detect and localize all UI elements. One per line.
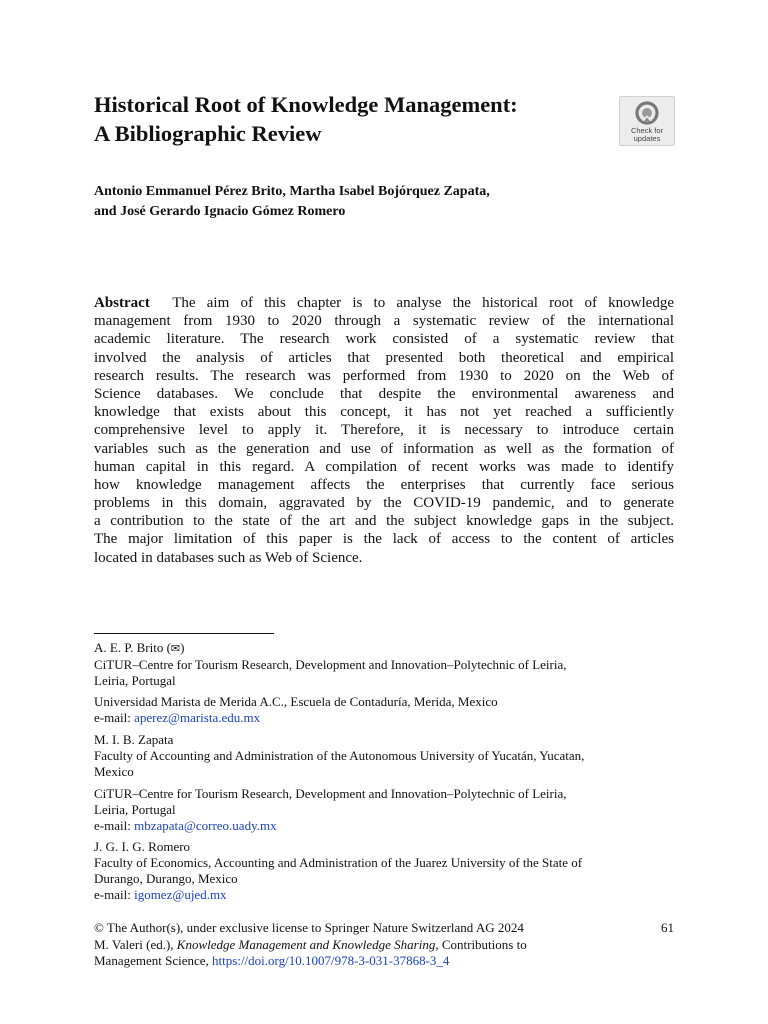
- abstract-line: management from 1930 to 2020 through a systematic review of the international: [94, 313, 674, 330]
- abstract-heading: Abstract: [94, 295, 150, 311]
- envelope-icon[interactable]: ✉: [170, 642, 181, 655]
- affiliation-zapata-2: [94, 786, 684, 834]
- affiliation-line: Faculty of Accounting and Administration of the Autonomous University of Yucatán, Yucatan,: [94, 748, 585, 763]
- email-link-brito[interactable]: aperez@marista.edu.mx: [134, 710, 261, 725]
- chapter-title: [94, 90, 614, 148]
- abstract-line: involved the analysis of articles that presented both theoretical and empirical: [94, 349, 674, 366]
- badge-text-line2: updates: [633, 134, 661, 143]
- abstract-line: a contribution to the state of the art and the subject knowledge gaps in the subject.: [94, 513, 674, 530]
- check-for-updates-icon: [635, 101, 659, 125]
- affiliation-brito: [94, 640, 684, 689]
- author-list: [94, 182, 684, 222]
- citation-line: M. Valeri (ed.), Knowledge Management and Knowledge Sharing, Contributions to: [94, 936, 527, 952]
- email-line: e-mail: mbzapata@correo.uady.mx: [94, 818, 277, 833]
- abstract-line: variables such as the generation and use of information as well as the formation of: [94, 440, 674, 457]
- affiliation-line: CiTUR–Centre for Tourism Research, Development and Innovation–Polytechnic of Leiria,: [94, 786, 567, 801]
- email-link-zapata[interactable]: mbzapata@correo.uady.mx: [134, 818, 277, 833]
- citation-footer: [94, 920, 674, 970]
- doi-link[interactable]: https://doi.org/10.1007/978-3-031-37868-3_4: [212, 953, 450, 968]
- author-name-zapata: M. I. B. Zapata: [94, 732, 174, 747]
- author-name-romero: J. G. I. G. Romero: [94, 839, 191, 854]
- page-number: 61: [661, 920, 674, 935]
- affiliation-line: Leiria, Portugal: [94, 673, 176, 688]
- footnote-divider: [94, 633, 274, 634]
- copyright-line: © The Author(s), under exclusive license to Springer Nature Switzerland AG 2024: [94, 920, 524, 935]
- email-line: e-mail: aperez@marista.edu.mx: [94, 710, 261, 725]
- check-for-updates-badge[interactable]: [619, 96, 675, 146]
- author-line: and José Gerardo Ignacio Gómez Romero: [94, 204, 346, 219]
- abstract-line: knowledge that exists about this concept, it has not yet reached a sufficiently: [94, 404, 674, 421]
- abstract-line: research results. The research was performed from 1930 to 2020 on the Web of: [94, 367, 674, 384]
- abstract-line: human capital in this regard. A compilation of recent works was made to identify: [94, 458, 674, 475]
- author-line: Antonio Emmanuel Pérez Brito, Martha Isabel Bojórquez Zapata,: [94, 184, 490, 199]
- chapter-title-line: A Bibliographic Review: [94, 121, 322, 146]
- citation-line: Management Science, https://doi.org/10.1007/978-3-031-37868-3_4: [94, 953, 450, 968]
- chapter-title-line: Historical Root of Knowledge Management:: [94, 92, 518, 117]
- affiliation-romero: [94, 839, 684, 903]
- abstract-line: academic literature. The research work consisted of a systematic review that: [94, 331, 674, 348]
- abstract-line: [94, 294, 674, 312]
- author-name-brito: A. E. P. Brito (✉): [94, 640, 185, 655]
- abstract-line: problems in this domain, aggravated by the COVID-19 pandemic, and to generate: [94, 495, 674, 512]
- abstract-line: located in databases such as Web of Science.: [94, 549, 363, 566]
- affiliation-brito-2: [94, 694, 684, 726]
- affiliation-line: CiTUR–Centre for Tourism Research, Development and Innovation–Polytechnic of Leiria,: [94, 657, 567, 672]
- affiliation-line: Faculty of Economics, Accounting and Administration of the Juarez University of the State of: [94, 855, 583, 870]
- affiliation-line: Universidad Marista de Merida A.C., Escuela de Contaduría, Merida, Mexico: [94, 694, 498, 709]
- abstract-line: Science databases. We conclude that despite the environmental awareness and: [94, 385, 674, 402]
- affiliation-line: Mexico: [94, 764, 134, 779]
- abstract-line: comprehensive level to apply it. Therefore, it is necessary to introduce certain: [94, 422, 674, 439]
- abstract: [94, 294, 674, 567]
- affiliation-zapata: [94, 732, 684, 780]
- abstract-line: how knowledge management affects the enterprises that currently face serious: [94, 476, 674, 493]
- affiliation-line: Leiria, Portugal: [94, 802, 176, 817]
- abstract-first-line-text: The aim of this chapter is to analyse the historical root of knowledge: [172, 295, 675, 311]
- abstract-line: The major limitation of this paper is the lack of access to the content of articles: [94, 531, 674, 548]
- badge-text-line1: Check for: [630, 126, 664, 135]
- email-link-romero[interactable]: igomez@ujed.mx: [134, 887, 227, 902]
- email-line: e-mail: igomez@ujed.mx: [94, 887, 227, 902]
- book-title: Knowledge Management and Knowledge Sharing: [176, 936, 436, 952]
- affiliation-line: Durango, Durango, Mexico: [94, 871, 238, 886]
